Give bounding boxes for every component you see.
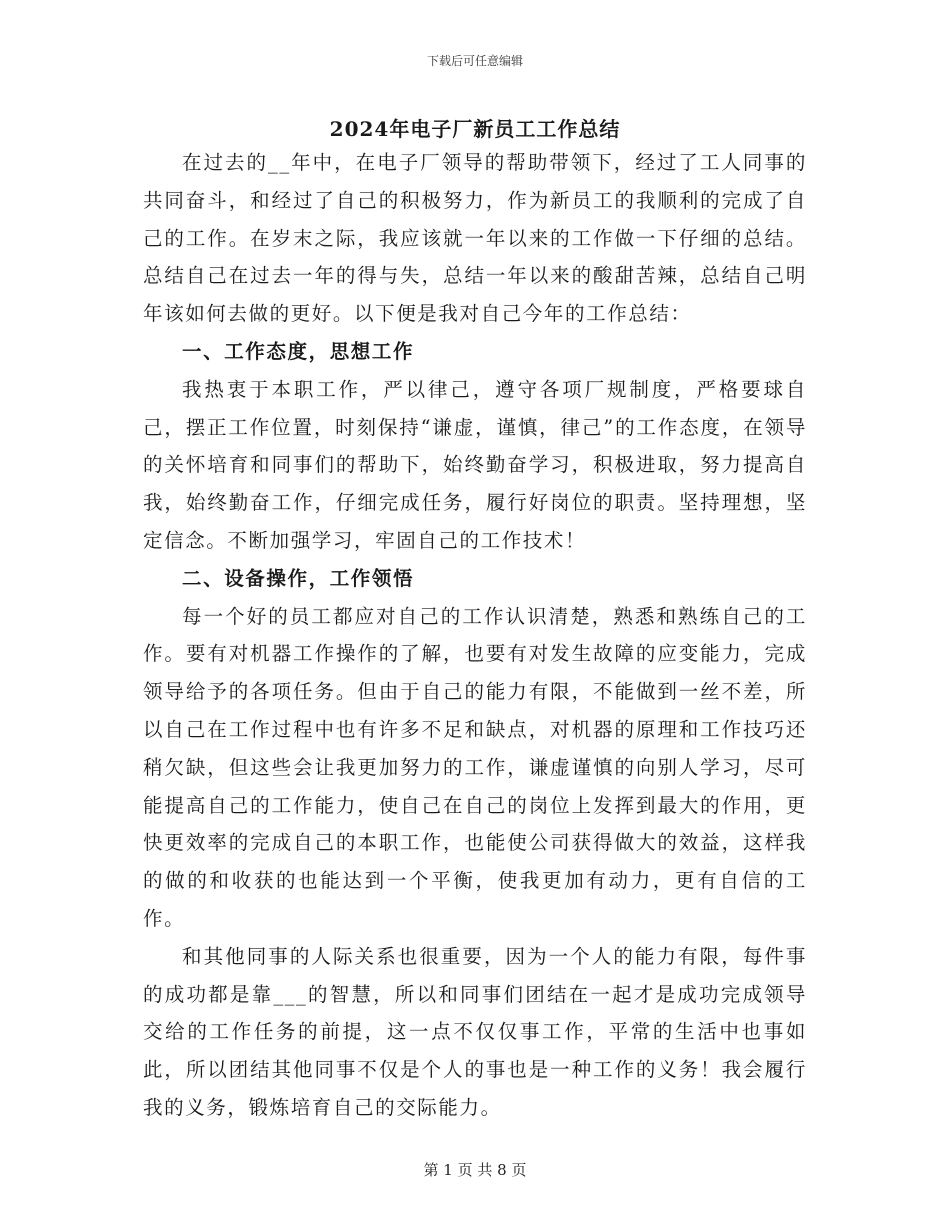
section-2-heading: 二、设备操作，工作领悟 — [182, 566, 415, 590]
document-body — [143, 144, 807, 1127]
document-title: 2024年电子厂新员工工作总结 — [329, 117, 621, 141]
page-number: 第 1 页 共 8 页 — [423, 1161, 527, 1179]
section-2-paragraph-2: 和其他同事的人际关系也很重要，因为一个人的能力有限，每件事的成功都是靠___的智慧，所以和同事们团结在一起才是成功完成领导交给的工作任务的前提，这一点不仅仅事工作，平常的生活中也事如此，所以团结其他同事不仅是个人的事也是一种工作的义务！我会履行我的义务，锻炼培育自己的交际能力。 — [143, 944, 807, 1119]
section-2-paragraph-1: 每一个好的员工都应对自己的工作认识清楚，熟悉和熟练自己的工作。要有对机器工作操作的了解，也要有对发生故障的应变能力，完成领导给予的各项任务。但由于自己的能力有限，不能做到一丝不差，所以自己在工作过程中也有许多不足和缺点，对机器的原理和工作技巧还稍欠缺，但这些会让我更加努力的工作，谦虚谨慎的向别人学习，尽可能提高自己的工作能力，使自己在自己的岗位上发挥到最大的作用，更快更效率的完成自己的本职工作，也能使公司获得做大的效益，这样我的做的和收获的也能达到一个平衡，使我更加有动力，更有自信的工作。 — [143, 604, 807, 930]
header-note: 下载后可任意编辑 — [426, 54, 523, 68]
section-1-heading: 一、工作态度，思想工作 — [182, 339, 415, 363]
intro-paragraph: 在过去的__年中，在电子厂领导的帮助带领下，经过了工人同事的共同奋斗，和经过了自己的积极努力，作为新员工的我顺利的完成了自己的工作。在岁末之际，我应该就一年以来的工作做一下仔细的总结。总结自己在过去一年的得与失，总结一年以来的酸甜苦辣，总结自己明年该如何去做的更好。以下便是我对自己今年的工作总结： — [143, 151, 807, 326]
section-1-paragraph: 我热衷于本职工作，严以律己，遵守各项厂规制度，严格要球自己，摆正工作位置，时刻保持“谦虚，谨慎，律己”的工作态度，在领导的关怀培育和同事们的帮助下，始终勤奋学习，积极进取，努力提高自我，始终勤奋工作，仔细完成任务，履行好岗位的职责。坚持理想，坚定信念。不断加强学习，牢固自己的工作技术！ — [143, 377, 807, 552]
